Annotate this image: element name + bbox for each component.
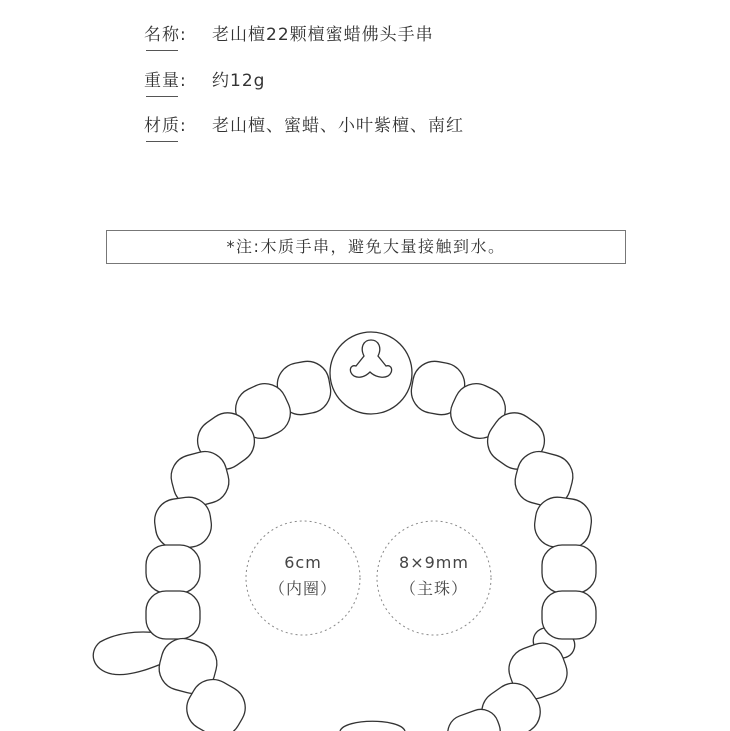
spec-name-label: 名称: [144, 20, 212, 45]
spec-material-label: 材质: [144, 111, 212, 136]
spec-weight-label: 重量: [144, 66, 212, 91]
inner-diameter-label [246, 553, 360, 599]
spec-material-value: 老山檀、蜜蜡、小叶紫檀、南红 [212, 116, 464, 136]
bead [146, 591, 200, 639]
inner-caption: （内圈） [268, 579, 337, 598]
bead [146, 545, 200, 593]
main-bead-label [377, 553, 491, 599]
spec-weight-value: 约12g [212, 71, 266, 91]
bead [542, 591, 596, 639]
bead-size: 8×9mm [399, 553, 469, 572]
spec-name-value: 老山檀22颗檀蜜蜡佛头手串 [212, 25, 434, 45]
bead [542, 545, 596, 593]
bead-caption: （主珠） [399, 579, 468, 598]
inner-size: 6cm [284, 553, 322, 572]
care-notice: *注:木质手串，避免大量接触到水。 [106, 230, 626, 264]
